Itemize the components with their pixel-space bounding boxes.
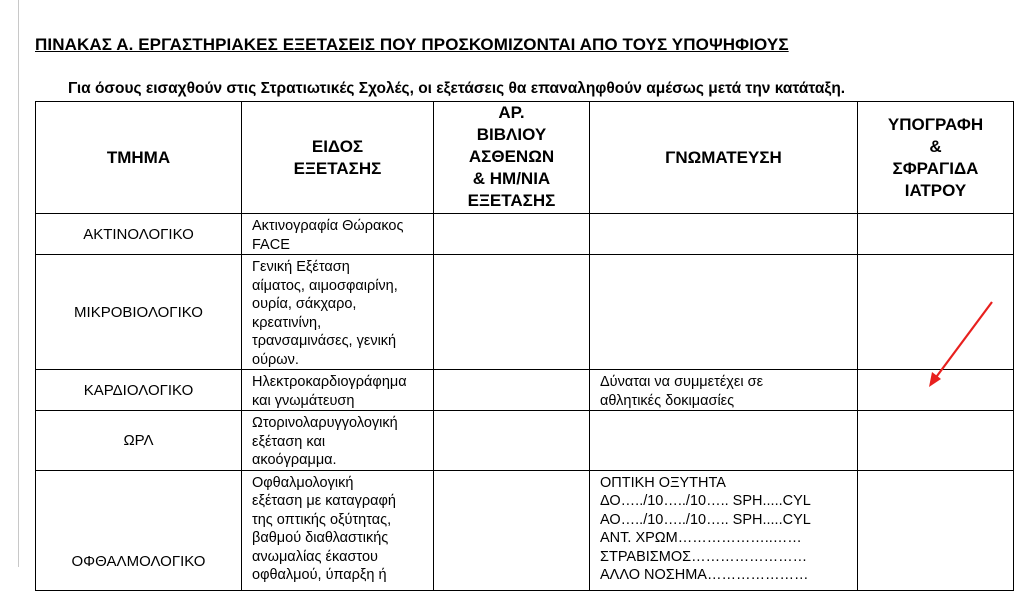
- row-department: ΟΦΘΑΛΜΟΛΟΓΙΚΟ: [36, 470, 242, 590]
- row-department: ΑΚΤΙΝΟΛΟΓΙΚΟ: [36, 214, 242, 255]
- header-book-number: ΑΡ. ΒΙΒΛΙΟΥ ΑΣΘΕΝΩΝ & ΗΜ/ΝΙΑ ΕΞΕΤΑΣΗΣ: [434, 102, 590, 214]
- row-exam: Ακτινογραφία Θώρακος FACE: [242, 214, 434, 255]
- row-diagnosis[interactable]: ΟΠΤΙΚΗ ΟΞΥΤΗΤΑ ΔΟ…../10…../10….. SPH.....CYL ΑΟ…../10…../10….. SPH.....CYL ΑΝΤ. ΧΡΩΜ………………..…… ΣΤΡΑΒΙΣΜΟΣ…………………… ΑΛΛΟ ΝΟΣΗΜΑ…………………: [590, 470, 858, 590]
- row-department: ΩΡΛ: [36, 411, 242, 471]
- row-department: ΚΑΡΔΙΟΛΟΓΙΚΟ: [36, 370, 242, 411]
- row-exam: Οφθαλμολογική εξέταση με καταγραφή της οπτικής οξύτητας, βαθμού διαθλαστικής ανωμαλίας έκαστου οφθαλμού, ύπαρξη ή: [242, 470, 434, 590]
- row-exam: Ηλεκτροκαρδιογράφημα και γνωμάτευση: [242, 370, 434, 411]
- document-title: ΠΙΝΑΚΑΣ Α. ΕΡΓΑΣΤΗΡΙΑΚΕΣ ΕΞΕΤΑΣΕΙΣ ΠΟΥ ΠΡΟΣΚΟΜΙΖΟΝΤΑΙ ΑΠΟ ΤΟΥΣ ΥΠΟΨΗΦΙΟΥΣ: [35, 35, 789, 54]
- header-signature: ΥΠΟΓΡΑΦΗ & ΣΦΡΑΓΙΔΑ ΙΑΤΡΟΥ: [858, 102, 1014, 214]
- header-exam-type: ΕΙΔΟΣ ΕΞΕΤΑΣΗΣ: [242, 102, 434, 214]
- document-subtitle: Για όσους εισαχθούν στις Στρατιωτικές Σχολές, οι εξετάσεις θα επαναληφθούν αμέσως μετά την κατάταξη.: [68, 80, 846, 97]
- row-exam: Ωτορινολαρυγγολογική εξέταση και ακοόγραμμα.: [242, 411, 434, 471]
- header-diagnosis: ΓΝΩΜΑΤΕΥΣΗ: [590, 102, 858, 214]
- row-diagnosis[interactable]: Δύναται να συμμετέχει σε αθλητικές δοκιμασίες: [590, 370, 858, 411]
- header-department: ΤΜΗΜΑ: [36, 102, 242, 214]
- row-exam: Γενική Εξέταση αίματος, αιμοσφαιρίνη, ουρία, σάκχαρο, κρεατινίνη, τρανσαμινάσες, γενική ούρων.: [242, 255, 434, 370]
- row-department: ΜΙΚΡΟΒΙΟΛΟΓΙΚΟ: [36, 255, 242, 370]
